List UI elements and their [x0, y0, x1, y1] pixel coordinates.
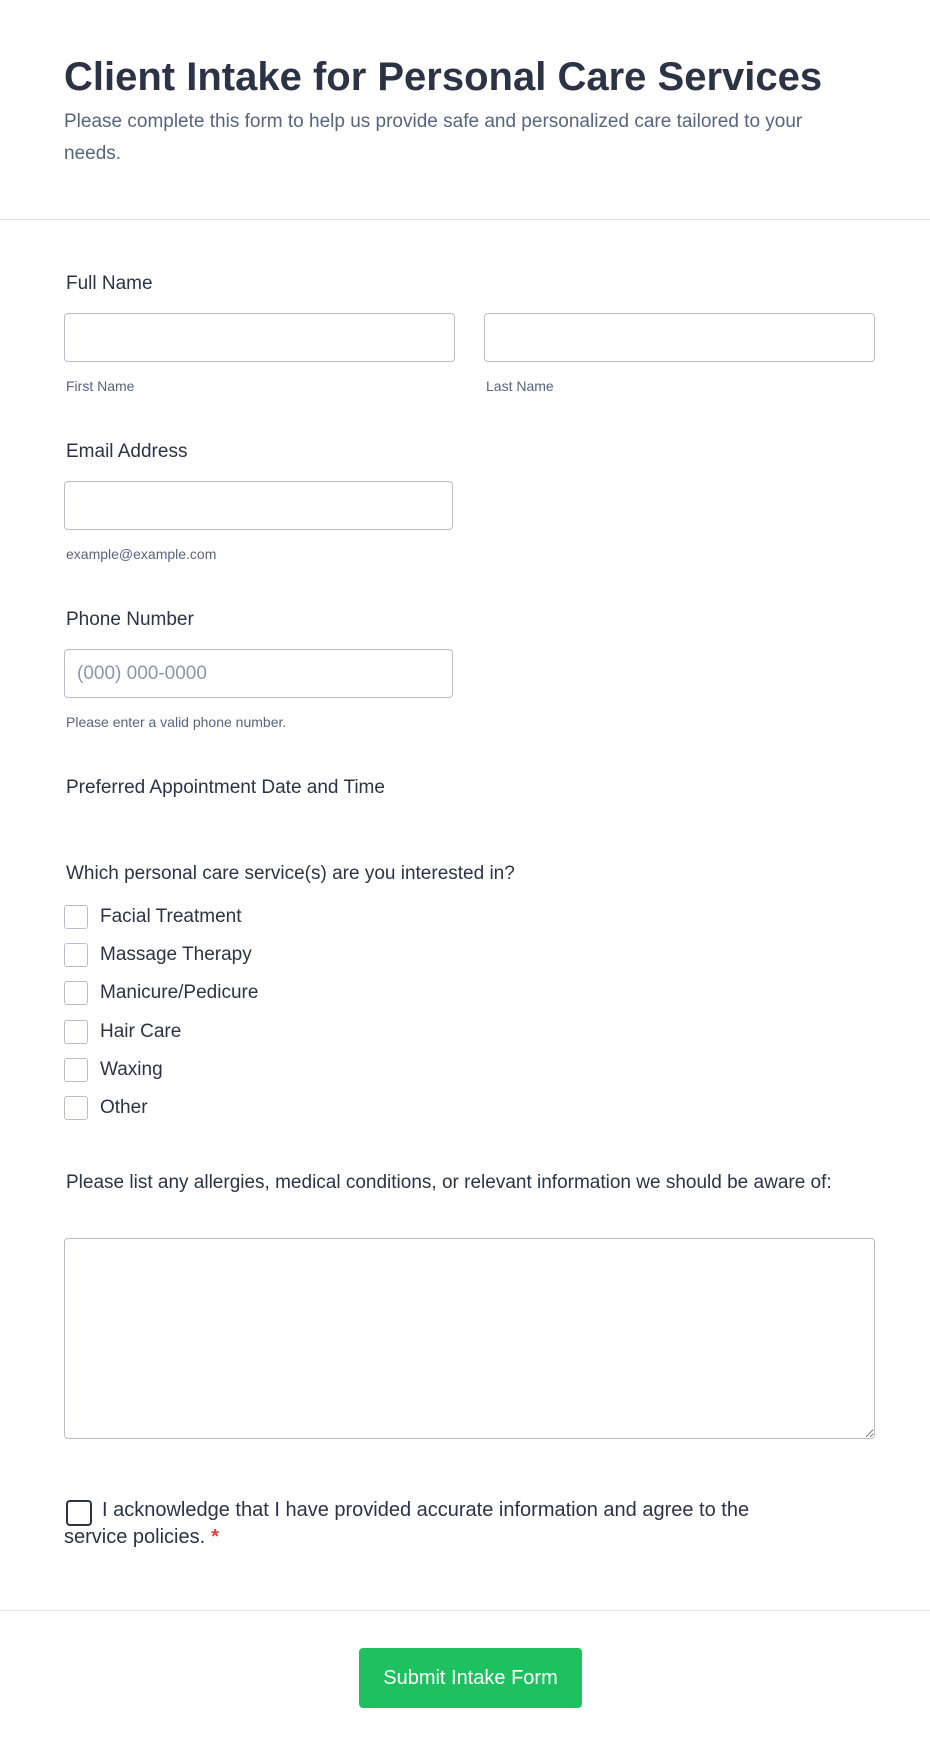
- form-header: [0, 0, 930, 220]
- email-input[interactable]: [64, 481, 453, 530]
- checkbox[interactable]: [64, 981, 88, 1005]
- checkbox[interactable]: [64, 1020, 88, 1044]
- checkbox[interactable]: [64, 905, 88, 929]
- phone-input[interactable]: [64, 649, 453, 698]
- medical-info-label: Please list any allergies, medical conditions, or relevant information we should be aware of:: [66, 1172, 832, 1193]
- email-sublabel: example@example.com: [66, 546, 217, 562]
- appointment-label: Preferred Appointment Date and Time: [66, 777, 385, 798]
- email-label: Email Address: [66, 441, 188, 462]
- service-option-label: Facial Treatment: [100, 906, 242, 927]
- first-name-sublabel: First Name: [66, 378, 135, 394]
- phone-sublabel: Please enter a valid phone number.: [66, 714, 287, 730]
- medical-info-textarea[interactable]: [64, 1238, 875, 1439]
- service-option-label: Waxing: [100, 1059, 163, 1080]
- service-option-label: Manicure/Pedicure: [100, 982, 259, 1003]
- submit-button[interactable]: Submit Intake Form: [359, 1648, 582, 1708]
- last-name-input[interactable]: [484, 313, 875, 362]
- required-mark: *: [211, 1526, 219, 1548]
- service-option-hair-care[interactable]: [64, 1019, 181, 1045]
- service-option-waxing[interactable]: [64, 1057, 163, 1083]
- service-option-label: Hair Care: [100, 1021, 182, 1042]
- acknowledge-text: [64, 1497, 784, 1551]
- service-option-label: Other: [100, 1097, 148, 1118]
- checkbox[interactable]: [64, 943, 88, 967]
- checkbox[interactable]: [64, 1096, 88, 1120]
- service-option-other[interactable]: [64, 1095, 148, 1121]
- service-option-facial-treatment[interactable]: [64, 904, 242, 930]
- last-name-sublabel: Last Name: [486, 378, 554, 394]
- service-option-label: Massage Therapy: [100, 944, 252, 965]
- form-title: Client Intake for Personal Care Services: [64, 55, 823, 99]
- full-name-label: Full Name: [66, 273, 153, 294]
- first-name-input[interactable]: [64, 313, 455, 362]
- services-label: Which personal care service(s) are you interested in?: [66, 863, 515, 884]
- checkbox[interactable]: [64, 1058, 88, 1082]
- form-subtitle: Please complete this form to help us provide safe and personalized care tailored to your needs.: [64, 111, 803, 164]
- service-option-manicure-pedicure[interactable]: [64, 980, 258, 1006]
- acknowledge-label: I acknowledge that I have provided accurate information and agree to the service policies.: [64, 1499, 750, 1548]
- service-option-massage-therapy[interactable]: [64, 942, 252, 968]
- phone-label: Phone Number: [66, 609, 194, 630]
